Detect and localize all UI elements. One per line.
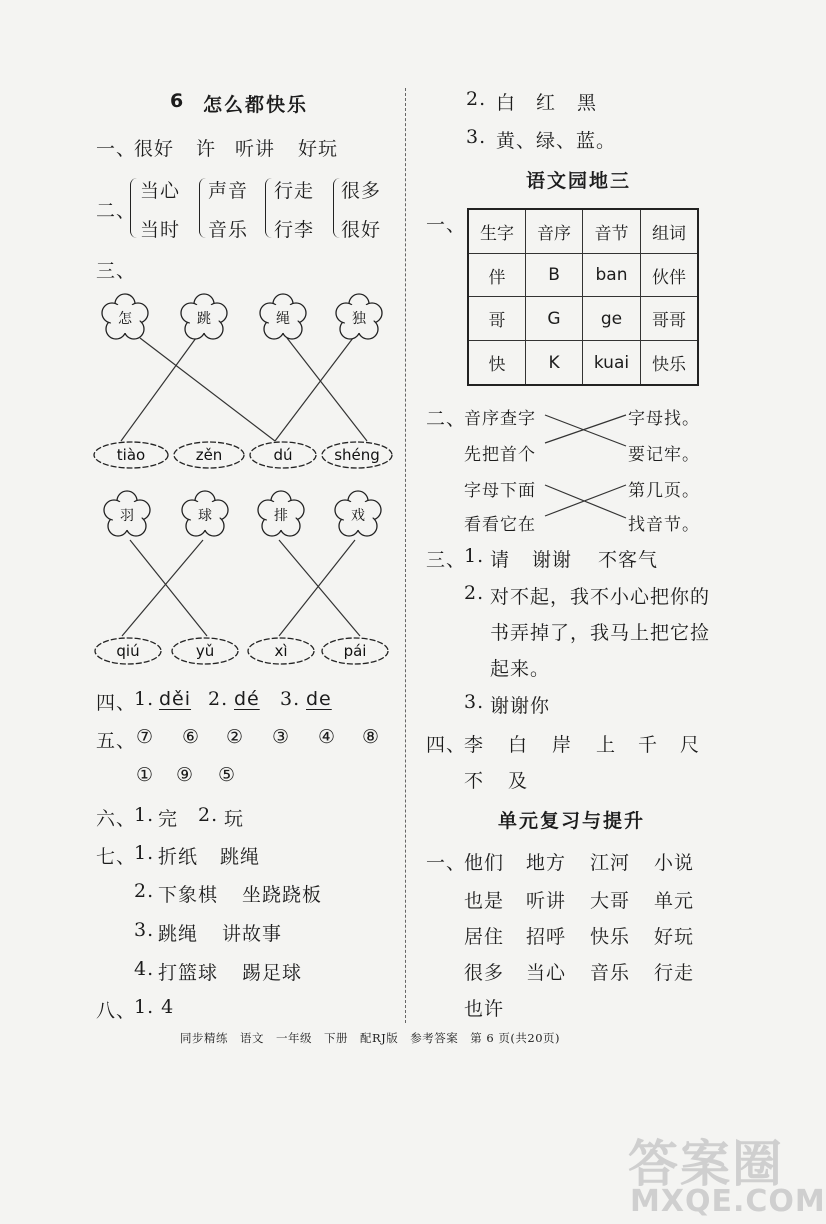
q7-answer: 跳绳 xyxy=(158,923,199,945)
flower-char: 怎 xyxy=(118,311,132,327)
rhyme-right: 第几页。 xyxy=(628,481,700,501)
q5-circle-num: ⑥ xyxy=(182,726,201,748)
cloud-shape xyxy=(94,442,168,468)
watermark-site: MXQE.COM xyxy=(630,1184,826,1219)
q4-label: 四、 xyxy=(96,692,137,714)
match-line xyxy=(275,338,353,441)
cloud-pinyin: shéng xyxy=(334,446,380,464)
cloud-shape xyxy=(95,638,161,664)
rhyme-left: 字母下面 xyxy=(464,481,536,501)
q7-answer: 下象棋 xyxy=(158,884,219,906)
table-row xyxy=(468,209,698,253)
q4-pinyin: de xyxy=(306,688,332,710)
rhyme-right: 找音节。 xyxy=(628,515,700,535)
flower-shape xyxy=(260,294,306,339)
cloud-shape xyxy=(248,638,314,664)
color-word: 白 xyxy=(496,92,517,114)
color-word: 黑 xyxy=(577,92,598,114)
cloud-pinyin: pái xyxy=(343,642,367,660)
q4-num: 2. xyxy=(208,688,229,710)
rhyme-left: 看看它在 xyxy=(464,515,536,535)
cloud-shape xyxy=(250,442,316,468)
table-cell: K xyxy=(526,341,583,385)
q4-num: 1. xyxy=(134,688,155,710)
table-cell: 快 xyxy=(468,341,526,385)
flower-char: 跳 xyxy=(197,311,211,327)
table-cell: 哥哥 xyxy=(640,297,698,341)
flower-char: 绳 xyxy=(276,311,290,327)
cloud-shape xyxy=(174,442,244,468)
table-cell: kuai xyxy=(583,341,641,385)
review-word: 地方 xyxy=(526,852,567,874)
lesson-number: 6 xyxy=(170,90,186,112)
table-header-cell: 生字 xyxy=(468,209,526,253)
review-word: 好玩 xyxy=(654,926,695,948)
q5-label: 五、 xyxy=(96,730,137,752)
section-title: 单元复习与提升 xyxy=(498,810,646,832)
cloud-pinyin: tiào xyxy=(116,446,146,464)
q8-label: 八、 xyxy=(96,1000,137,1022)
flower-shape xyxy=(182,491,228,536)
flower-shape xyxy=(102,294,148,339)
flower-shape xyxy=(181,294,227,339)
flower-char: 球 xyxy=(198,508,212,524)
section-title: 语文园地三 xyxy=(526,170,632,192)
cloud-pinyin: yǔ xyxy=(195,642,215,660)
q4-label: 四、 xyxy=(426,734,467,756)
q2-top-word: 当心 xyxy=(140,180,181,202)
page-footer: 同步精练 语文 一年级 下册 配RJ版 参考答案 第 6 页(共20页) xyxy=(180,1031,560,1045)
match-line xyxy=(121,338,196,441)
flower-char: 独 xyxy=(352,311,366,327)
rhyme-left: 先把首个 xyxy=(464,445,536,465)
review-word: 江河 xyxy=(590,852,631,874)
table-cell: B xyxy=(526,253,583,297)
table-header-cell: 组词 xyxy=(640,209,698,253)
item-number: 2. xyxy=(466,88,487,110)
poem-char: 尺 xyxy=(680,734,701,756)
table-cell: ge xyxy=(583,297,641,341)
q1-word: 听讲 xyxy=(235,138,276,160)
poem-char: 岸 xyxy=(552,734,573,756)
review-word: 当心 xyxy=(526,962,567,984)
q3-label: 三、 xyxy=(96,260,137,282)
rhyme-right: 字母找。 xyxy=(628,409,700,429)
color-word: 红 xyxy=(536,92,557,114)
review-word: 大哥 xyxy=(590,890,631,912)
q5-circle-num: ④ xyxy=(318,726,337,748)
table-row xyxy=(468,297,698,341)
q8-answer: 1. 4 xyxy=(134,996,175,1018)
cloud-shape xyxy=(322,442,392,468)
q3-answer: 谢谢 xyxy=(532,549,573,571)
table-header-cell: 音节 xyxy=(583,209,641,253)
q3-answer: 不客气 xyxy=(598,549,659,571)
table-cell: 伴 xyxy=(468,253,526,297)
q7-answer: 打篮球 xyxy=(158,962,219,984)
q3-label: 三、 xyxy=(426,549,467,571)
q2-top-word: 声音 xyxy=(208,180,249,202)
review-word: 也是 xyxy=(464,890,505,912)
poem-char: 李 xyxy=(464,734,485,756)
q7-answer: 踢足球 xyxy=(242,962,303,984)
poem-char: 千 xyxy=(638,734,659,756)
q2-top-word: 很多 xyxy=(341,180,382,202)
q5-circle-num: ⑤ xyxy=(218,764,237,786)
table-cell: 伙伴 xyxy=(640,253,698,297)
poem-char: 白 xyxy=(508,734,529,756)
q4-pinyin: děi xyxy=(159,688,192,710)
q7-answer: 坐跷跷板 xyxy=(242,884,323,906)
q6-item: 2. xyxy=(198,804,219,826)
table-cell: 快乐 xyxy=(640,341,698,385)
cloud-pinyin: xì xyxy=(274,642,288,660)
flower-shape xyxy=(104,491,150,536)
q3-num: 1. xyxy=(464,545,485,567)
q1-word: 许 xyxy=(196,138,217,160)
review-word: 也许 xyxy=(464,998,505,1020)
q3-answer-line: 书弄掉了，我马上把它捡 xyxy=(490,622,711,644)
q7-label: 七、 xyxy=(96,846,137,868)
table-cell: G xyxy=(526,297,583,341)
q7-answer: 讲故事 xyxy=(222,923,283,945)
review-label: 一、 xyxy=(426,852,467,874)
q7-answer: 折纸 xyxy=(158,846,199,868)
q1-label: 一、 xyxy=(426,214,467,236)
q6-item: 1. xyxy=(134,804,155,826)
review-word: 居住 xyxy=(464,926,505,948)
q7-answer: 跳绳 xyxy=(220,846,261,868)
q5-circle-num: ② xyxy=(226,726,245,748)
q6-label: 六、 xyxy=(96,808,137,830)
q7-num: 4. xyxy=(134,958,155,980)
rhyme-left: 音序查字 xyxy=(464,409,536,429)
q5-circle-num: ⑧ xyxy=(362,726,381,748)
poem-char: 及 xyxy=(508,770,529,792)
q2-bottom-word: 音乐 xyxy=(208,219,249,241)
table-cell: ban xyxy=(583,253,641,297)
q7-num: 2. xyxy=(134,880,155,902)
review-word: 行走 xyxy=(654,962,695,984)
q2-label: 二、 xyxy=(426,408,467,430)
flower-shape xyxy=(258,491,304,536)
cloud-shape xyxy=(322,638,388,664)
q7-num: 3. xyxy=(134,919,155,941)
match-line xyxy=(122,540,203,636)
q5-circle-num: ① xyxy=(136,764,155,786)
review-word: 单元 xyxy=(654,890,695,912)
review-word: 快乐 xyxy=(590,926,631,948)
cloud-pinyin: qiú xyxy=(116,642,140,660)
poem-char: 不 xyxy=(464,770,485,792)
flower-shape xyxy=(336,294,382,339)
poem-char: 上 xyxy=(596,734,617,756)
review-word: 听讲 xyxy=(526,890,567,912)
cloud-shape xyxy=(172,638,238,664)
q3-num: 3. xyxy=(464,691,485,713)
q5-circle-num: ⑨ xyxy=(176,764,195,786)
q7-num: 1. xyxy=(134,842,155,864)
answer-text: 黄、绿、蓝。 xyxy=(496,130,617,152)
q5-circle-num: ③ xyxy=(272,726,291,748)
review-word: 小说 xyxy=(654,852,695,874)
match-line xyxy=(130,540,207,636)
q1-word: 好玩 xyxy=(298,138,339,160)
q3-answer-line: 对不起，我不小心把你的 xyxy=(490,586,711,608)
flower-shape xyxy=(335,491,381,536)
flower-char: 戏 xyxy=(351,508,365,524)
q1-label: 一、 xyxy=(96,138,137,160)
match-line xyxy=(287,338,367,441)
q2-bottom-word: 当时 xyxy=(140,219,181,241)
table-header-cell: 音序 xyxy=(526,209,583,253)
review-word: 很多 xyxy=(464,962,505,984)
cloud-pinyin: dú xyxy=(273,446,293,464)
q3-answer: 请 xyxy=(490,549,511,571)
q4-pinyin: dé xyxy=(234,688,260,710)
table-cell: 哥 xyxy=(468,297,526,341)
lesson-title: 怎么都快乐 xyxy=(203,94,309,116)
q3-answer: 谢谢你 xyxy=(490,695,551,717)
review-word: 招呼 xyxy=(526,926,567,948)
q2-bottom-word: 很好 xyxy=(341,219,382,241)
q4-num: 3. xyxy=(280,688,301,710)
q3-num: 2. xyxy=(464,582,485,604)
q6-item: 完 xyxy=(158,808,179,830)
phonetic-table xyxy=(467,208,699,386)
q5-circle-num: ⑦ xyxy=(136,726,155,748)
flower-char: 排 xyxy=(274,508,288,524)
review-word: 音乐 xyxy=(590,962,631,984)
flower-char: 羽 xyxy=(120,508,134,524)
cloud-pinyin: zěn xyxy=(195,446,223,464)
table-row xyxy=(468,253,698,297)
q6-item: 玩 xyxy=(224,808,245,830)
rhyme-right: 要记牢。 xyxy=(628,445,700,465)
item-number: 3. xyxy=(466,126,487,148)
q1-word: 很好 xyxy=(134,138,175,160)
q2-bottom-word: 行李 xyxy=(274,219,315,241)
table-row xyxy=(468,341,698,385)
q2-label: 二、 xyxy=(96,200,137,222)
match-line xyxy=(140,338,275,441)
review-word: 他们 xyxy=(464,852,505,874)
q3-answer-line: 起来。 xyxy=(490,658,551,680)
q2-top-word: 行走 xyxy=(274,180,315,202)
watermark-logo: 答案圈 xyxy=(628,1135,784,1193)
